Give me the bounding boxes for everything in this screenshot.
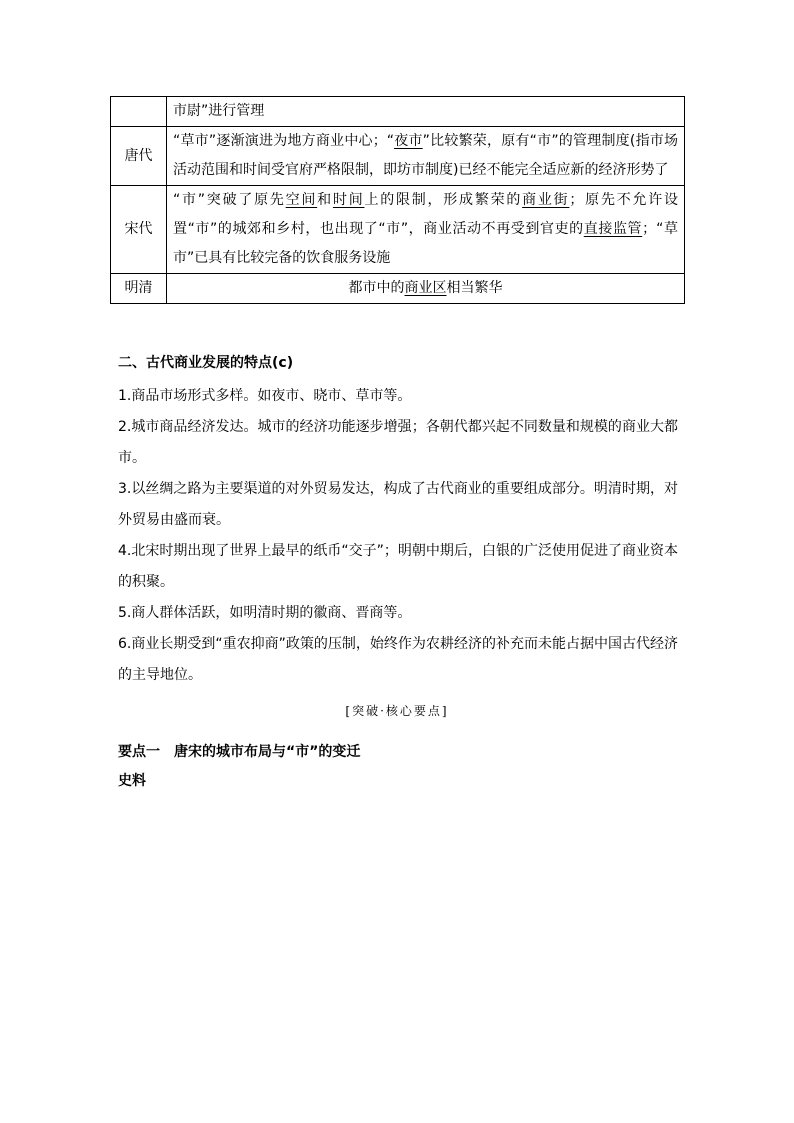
era-cell: 宋代 xyxy=(111,186,167,274)
era-cell: 唐代 xyxy=(111,127,167,186)
source-label: 史料 xyxy=(118,773,146,789)
feature-item-3: 3.以丝绸之路为主要渠道的对外贸易发达，构成了古代商业的重要组成部分。明清时期，对外贸易由盛而衰。 xyxy=(118,481,678,528)
era-row xyxy=(111,97,685,127)
description-text: 相当繁华 xyxy=(446,280,503,296)
underlined-term: 空间 xyxy=(285,192,318,208)
era-description-cell xyxy=(167,186,685,274)
description-text: 市尉”进行管理 xyxy=(173,103,265,119)
feature-item-6: 6.商业长期受到“重农抑商”政策的压制，始终作为农耕经济的补充而未能占据中国古代经济的主导地位。 xyxy=(118,636,678,683)
feature-item-5: 5.商人群体活跃，如明清时期的徽商、晋商等。 xyxy=(118,605,412,621)
feature-item-4: 4.北宋时期出现了世界上最早的纸币“交子”；明朝中期后，白银的广泛使用促进了商业资本的积聚。 xyxy=(118,543,678,590)
feature-item-1: 1.商品市场形式多样。如夜市、晓市、草市等。 xyxy=(118,388,412,404)
feature-item-2: 2.城市商品经济发达。城市的经济功能逐步增强；各朝代都兴起不同数量和规模的商业大都市。 xyxy=(118,419,678,466)
underlined-term: 时间 xyxy=(332,192,365,208)
section2-title: 二、古代商业发展的特点(c) xyxy=(118,355,294,371)
underlined-term: 夜市 xyxy=(394,133,423,149)
era-cell: 明清 xyxy=(111,274,167,304)
era-row xyxy=(111,127,685,186)
feature-list xyxy=(118,381,678,691)
description-text: 和 xyxy=(317,192,333,208)
era-cell xyxy=(111,97,167,127)
description-text: ”比较繁荣，原有“市”的管理制度(指市场活动范围和时间受官府严格限制，即坊市制度)已经不能完全适应新的经济形势了 xyxy=(173,133,678,178)
era-row xyxy=(111,186,685,274)
underlined-term: 商业区 xyxy=(404,280,447,296)
description-text: “草市”逐渐演进为地方商业中心；“ xyxy=(173,133,395,149)
era-description-cell xyxy=(167,97,685,127)
description-text: 都市中的 xyxy=(348,280,405,296)
era-description-cell xyxy=(167,274,685,304)
description-text: ；“草市”已具有比较完备的饮食服务设施 xyxy=(173,221,679,266)
underlined-term: 商业街 xyxy=(522,192,570,208)
core-points-banner: [突破·核心要点] xyxy=(345,704,449,718)
underlined-term: 直接监管 xyxy=(583,221,643,237)
era-description-cell xyxy=(167,127,685,186)
era-table xyxy=(110,96,685,304)
era-table-body xyxy=(111,97,685,304)
era-row xyxy=(111,274,685,304)
description-text: ；原先不允许设置“市”的城郊和乡村，也出现了“市”，商业活动不再受到官吏的 xyxy=(173,192,679,237)
description-text: 上的限制，形成繁荣的 xyxy=(364,192,523,208)
point1-title: 要点一 唐宋的城市布局与“市”的变迁 xyxy=(118,744,361,760)
description-text: “市”突破了原先 xyxy=(173,192,286,208)
